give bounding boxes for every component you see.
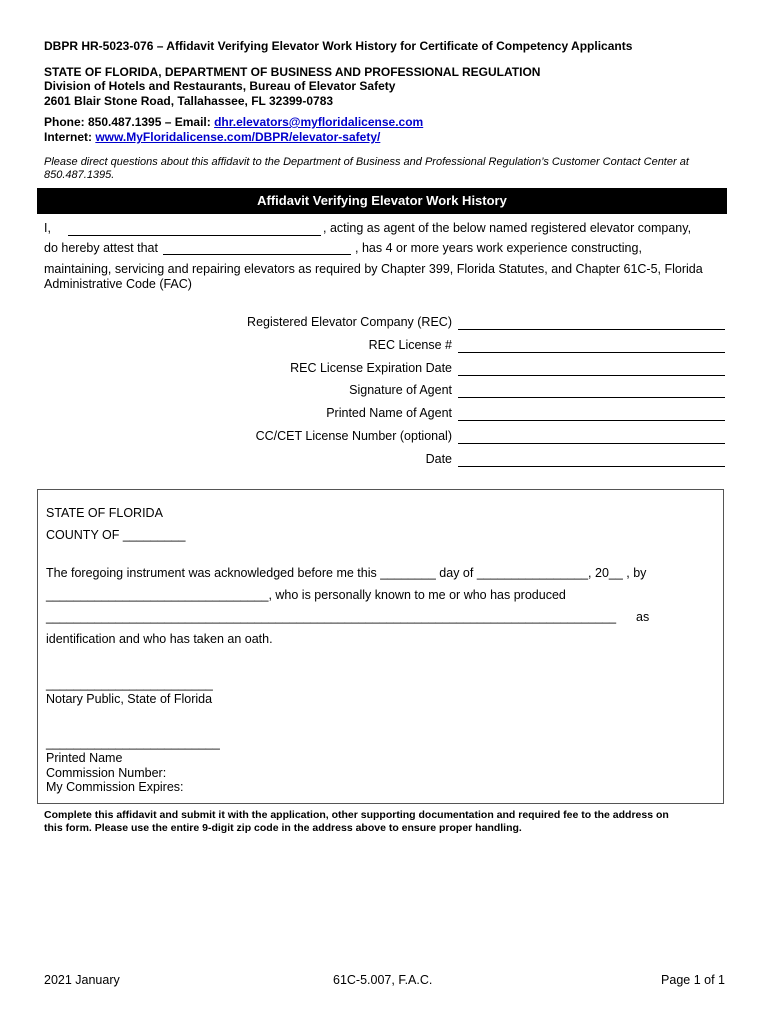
agent-printed-name-field[interactable] — [458, 420, 725, 421]
contact-phone-line — [44, 115, 423, 129]
agency-name: STATE OF FLORIDA, DEPARTMENT OF BUSINESS AND PROFESSIONAL REGULATION — [44, 65, 541, 79]
notary-public-label: Notary Public, State of Florida — [46, 692, 213, 706]
rec-expiration-field[interactable] — [458, 375, 725, 376]
form-title: DBPR HR-5023-076 – Affidavit Verifying Elevator Work History for Certificate of Competency Applicants — [44, 39, 633, 53]
notary-state: STATE OF FLORIDA — [46, 506, 163, 520]
notary-acknowledgment[interactable]: The foregoing instrument was acknowledged before me this ________ day of ________________, 20__ , by — [46, 566, 647, 580]
footer-date: 2021 January — [44, 973, 120, 987]
printed-name-line[interactable]: _________________________ — [46, 736, 220, 750]
email-link[interactable]: dhr.elevators@myfloridalicense.com — [214, 115, 424, 129]
rec-license-label: REC License # — [368, 338, 452, 352]
printed-name-label: Printed Name — [46, 751, 123, 765]
notary-signature-line[interactable]: ________________________ — [46, 677, 213, 691]
agent-signature-label: Signature of Agent — [349, 383, 452, 397]
internet-line — [44, 130, 380, 144]
rec-company-label: Registered Elevator Company (REC) — [247, 315, 452, 329]
notary-county[interactable]: COUNTY OF _________ — [46, 528, 186, 542]
mailing-address: 2601 Blair Stone Road, Tallahassee, FL 32399-0783 — [44, 94, 334, 108]
attest-prefix: do hereby attest that — [44, 241, 158, 255]
agent-signature-field[interactable] — [458, 397, 725, 398]
notary-section — [37, 489, 724, 804]
rec-expiration-label: REC License Expiration Date — [290, 361, 452, 375]
cc-cet-license-field[interactable] — [458, 443, 725, 444]
instructions-line2: this form. Please use the entire 9-digit zip code in the address above to ensure proper handling. — [44, 822, 522, 834]
notary-as-label: as — [636, 610, 650, 624]
notary-oath-line: identification and who has taken an oath. — [46, 632, 273, 646]
attest-body-line2: Administrative Code (FAC) — [44, 277, 192, 291]
contact-note-line1: Please direct questions about this affidavit to the Department of Business and Professional Regulation’s Customer Contact Center at — [44, 156, 689, 168]
attest-agent-suffix: , acting as agent of the below named registered elevator company, — [323, 221, 692, 235]
commission-expires-label: My Commission Expires: — [46, 780, 184, 794]
footer-rule: 61C-5.007, F.A.C. — [333, 973, 433, 987]
contact-note-line2: 850.487.1395. — [44, 169, 115, 181]
notary-produced-blank[interactable]: __________________________________________________________________________________ — [46, 610, 617, 624]
date-label: Date — [425, 452, 452, 466]
agent-printed-name-label: Printed Name of Agent — [326, 406, 452, 420]
website-link[interactable]: www.MyFloridalicense.com/DBPR/elevator-safety/ — [95, 130, 381, 144]
commission-number-label: Commission Number: — [46, 766, 167, 780]
date-field[interactable] — [458, 466, 725, 467]
division-name: Division of Hotels and Restaurants, Bureau of Elevator Safety — [44, 79, 396, 93]
attest-body-line1: maintaining, servicing and repairing elevators as required by Chapter 399, Florida Statutes, and Chapter 61C-5, Florida — [44, 262, 703, 276]
internet-label: Internet: — [44, 130, 96, 144]
footer-page: Page 1 of 1 — [661, 973, 725, 987]
agent-name-blank[interactable] — [68, 235, 321, 236]
cc-cet-license-label: CC/CET License Number (optional) — [255, 429, 452, 443]
rec-company-field[interactable] — [458, 329, 725, 330]
instructions-line1: Complete this affidavit and submit it with the application, other supporting documentation and required fee to the address on — [44, 809, 669, 821]
attest-suffix: , has 4 or more years work experience constructing, — [355, 241, 642, 255]
phone-label: Phone: 850.487.1395 – Email: — [44, 115, 215, 129]
section-title-bar: Affidavit Verifying Elevator Work History — [37, 188, 727, 214]
attest-i-label: I, — [44, 221, 51, 235]
applicant-name-blank[interactable] — [163, 254, 351, 255]
notary-personally-known[interactable]: ________________________________, who is personally known to me or who has produced — [46, 588, 566, 602]
rec-license-field[interactable] — [458, 352, 725, 353]
